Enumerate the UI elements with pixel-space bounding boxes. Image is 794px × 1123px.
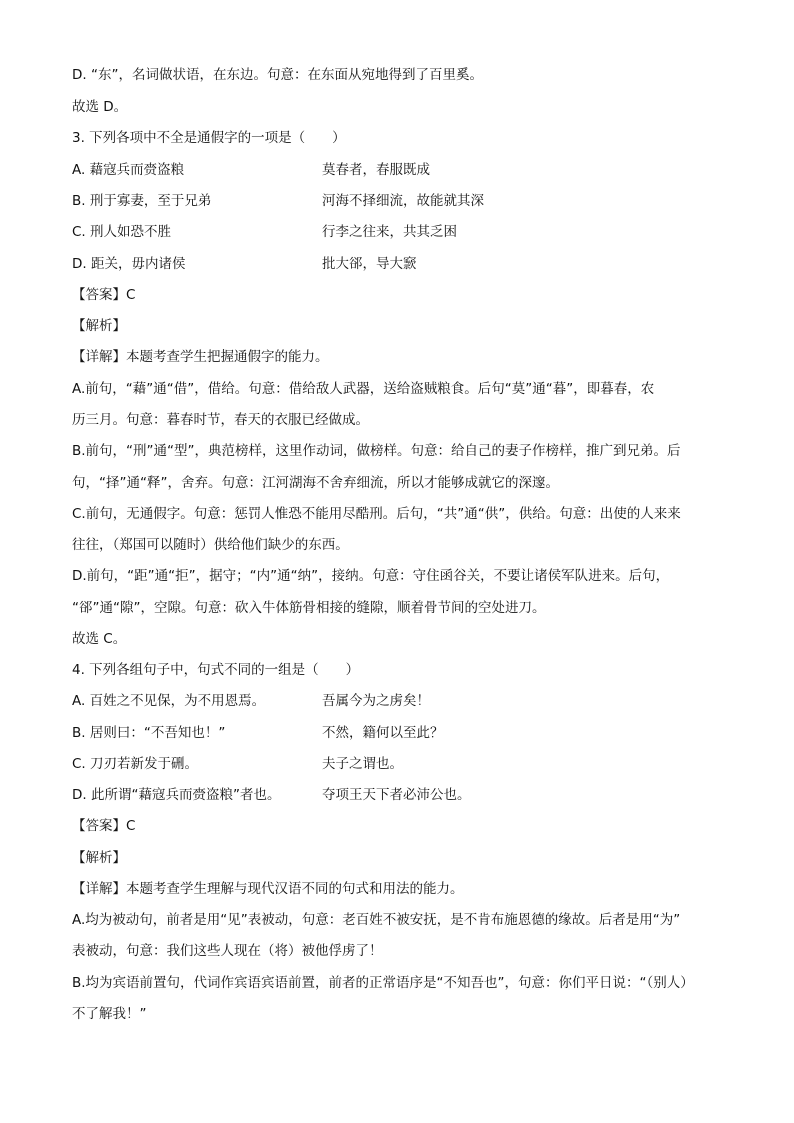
- option-d-explanation-q2: D. “东”，名词做状语，在东边。句意：在东面从宛地得到了百里奚。: [72, 67, 483, 83]
- conclusion-q2: 故选 D。: [72, 99, 128, 115]
- q3-answer: 【答案】C: [72, 287, 136, 303]
- q4-explanation-a-line2: 表被动，句意：我们这些人现在（将）被他俘虏了！: [72, 943, 383, 959]
- q4-option-b-left: B. 居则曰：“不吾知也！”: [72, 725, 226, 741]
- q3-conclusion: 故选 C。: [72, 631, 127, 647]
- q4-explanation-b-line1: B.均为宾语前置句，代词作宾语宾语前置，前者的正常语序是“不知吾也”，句意：你们平日说：“（别人）: [72, 975, 694, 991]
- q3-option-b-left: B. 刑于寡妻，至于兄弟: [72, 193, 212, 209]
- q4-analysis-label: 【解析】: [72, 850, 126, 866]
- q3-option-a-left: A. 藉寇兵而赍盗粮: [72, 162, 185, 178]
- q3-explanation-c-line1: C.前句，无通假字。句意：惩罚人惟恐不能用尽酷刑。后句，“共”通“供”，供给。句意：出使的人来来: [72, 506, 681, 522]
- q4-option-d-right: 夺项王天下者必沛公也。: [322, 787, 471, 803]
- q4-answer: 【答案】C: [72, 818, 136, 834]
- q3-explanation-a-line2: 历三月。句意：暮春时节，春天的衣服已经做成。: [72, 412, 369, 428]
- question-4-stem: 4. 下列各组句子中，句式不同的一组是（ ）: [72, 662, 360, 678]
- q4-option-c-left: C. 刀刃若新发于硎。: [72, 756, 199, 772]
- q4-option-b-right: 不然，籍何以至此？: [322, 725, 444, 741]
- q3-option-c-left: C. 刑人如恐不胜: [72, 224, 172, 240]
- q4-detail: 【详解】本题考查学生理解与现代汉语不同的句式和用法的能力。: [72, 881, 464, 897]
- q3-explanation-a-line1: A.前句，“藉”通“借”，借给。句意：借给敌人武器，送给盗贼粮食。后句“莫”通“暮”，即暮春，农: [72, 381, 655, 397]
- q3-explanation-d-line1: D.前句，“距”通“拒”，据守；“内”通“纳”，接纳。句意：守住函谷关，不要让诸侯军队进来。后句，: [72, 568, 670, 584]
- q4-option-a-right: 吾属今为之虏矣！: [322, 693, 430, 709]
- q4-option-d-left: D. 此所谓“藉寇兵而赍盗粮”者也。: [72, 787, 281, 803]
- q4-explanation-a-line1: A.均为被动句，前者是用“见”表被动，句意：老百姓不被安抚，是不肯布施恩德的缘故。后者是用“为”: [72, 912, 681, 928]
- q4-explanation-b-line2: 不了解我！”: [72, 1006, 147, 1022]
- q3-option-b-right: 河海不择细流，故能就其深: [322, 193, 484, 209]
- q3-explanation-c-line2: 往往，（郑国可以随时）供给他们缺少的东西。: [72, 537, 349, 553]
- q3-explanation-d-line2: “郤”通“隙”，空隙。句意：砍入牛体筋骨相接的缝隙，顺着骨节间的空处进刀。: [72, 600, 546, 616]
- q3-option-c-right: 行李之往来，共其乏困: [322, 224, 457, 240]
- q3-detail: 【详解】本题考查学生把握通假字的能力。: [72, 349, 329, 365]
- question-3-stem: 3. 下列各项中不全是通假字的一项是（ ）: [72, 130, 346, 146]
- q3-option-a-right: 莫春者，春服既成: [322, 162, 430, 178]
- q3-analysis-label: 【解析】: [72, 318, 126, 334]
- q4-option-a-left: A. 百姓之不见保，为不用恩焉。: [72, 693, 266, 709]
- q3-option-d-left: D. 距关，毋内诸侯: [72, 256, 186, 272]
- q3-explanation-b-line2: 句，“择”通“释”，舍弃。句意：江河湖海不舍弃细流，所以才能够成就它的深邃。: [72, 475, 559, 491]
- q3-explanation-b-line1: B.前句，“刑”通“型”，典范榜样，这里作动词，做榜样。句意：给自己的妻子作榜样，推广到兄弟。后: [72, 443, 681, 459]
- q4-option-c-right: 夫子之谓也。: [322, 756, 403, 772]
- q3-option-d-right: 批大郤，导大窾: [322, 256, 417, 272]
